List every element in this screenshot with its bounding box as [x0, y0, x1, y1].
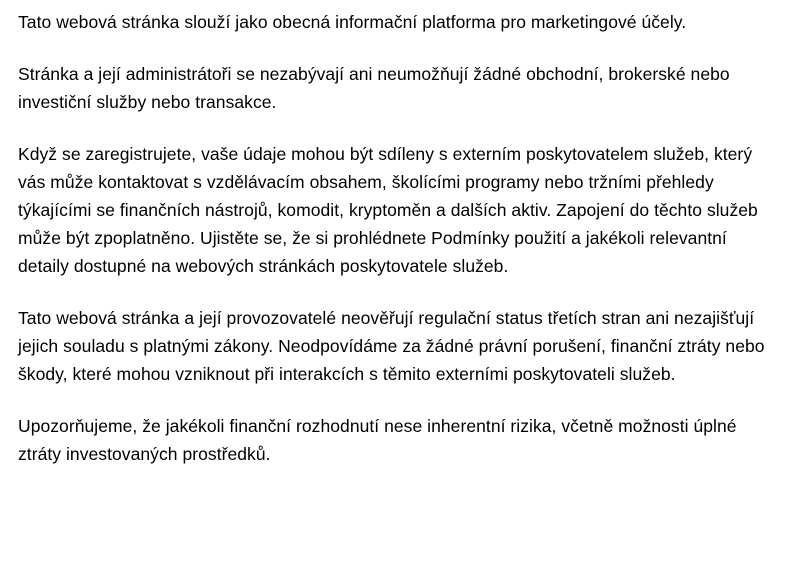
disclaimer-paragraph-1: Tato webová stránka slouží jako obecná informační platforma pro marketingové účely.	[18, 12, 687, 32]
disclaimer-paragraph-4: Tato webová stránka a její provozovatelé neověřují regulační status třetích stran ani nezajišťují jejich souladu s platnými zákony. Neodpovídáme za žádné právní porušení, finanční ztráty nebo škody, které mohou vzniknout při interakcích s těmito externími poskytovateli služeb.	[18, 308, 765, 384]
disclaimer-paragraph-5: Upozorňujeme, že jakékoli finanční rozhodnutí nese inherentní rizika, včetně možnosti úplné ztráty investovaných prostředků.	[18, 416, 737, 464]
disclaimer-paragraph-3: Když se zaregistrujete, vaše údaje mohou být sdíleny s externím poskytovatelem služeb, který vás může kontaktovat s vzdělávacím obsahem, školícími programy nebo tržními přehledy týkajícími se finančních nástrojů, komodit, kryptoměn a dalších aktiv. Zapojení do těchto služeb může být zpoplatněno. Ujistěte se, že si prohlédnete Podmínky použití a jakékoli relevantní detaily dostupné na webových stránkách poskytovatele služeb.	[18, 144, 758, 276]
disclaimer-paragraph-2: Stránka a její administrátoři se nezabývají ani neumožňují žádné obchodní, brokerské nebo investiční služby nebo transakce.	[18, 64, 730, 112]
